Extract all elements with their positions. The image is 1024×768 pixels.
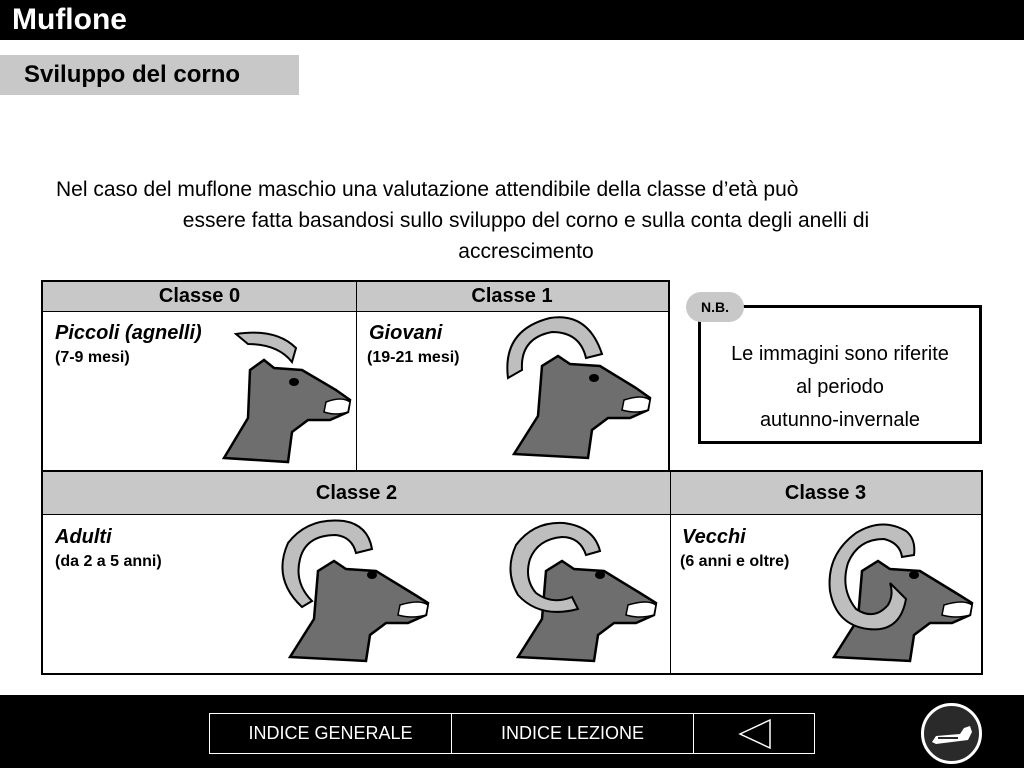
mouflon-adult-illustration-1 <box>272 515 442 670</box>
intro-line-1: Nel caso del muflone maschio una valutazione attendibile della classe d’età può <box>56 178 799 201</box>
intro-line-2: essere fatta basandosi sullo sviluppo del corno e sulla conta degli anelli di <box>182 209 870 232</box>
classe-0-title: Piccoli (agnelli) <box>55 322 202 344</box>
note-badge: N.B. <box>686 292 744 322</box>
divider <box>670 472 671 673</box>
triangle-left-icon <box>694 714 816 753</box>
header-classe-0: Classe 0 <box>43 282 356 312</box>
title-bar <box>0 0 1024 40</box>
mouflon-adult-illustration-2 <box>500 515 670 670</box>
classe-3-age: (6 anni e oltre) <box>680 553 790 570</box>
note-box <box>698 305 982 444</box>
classe-1-title: Giovani <box>369 322 443 344</box>
back-button[interactable] <box>693 713 815 754</box>
header-classe-2: Classe 2 <box>43 472 670 515</box>
section-subtitle: Sviluppo del corno <box>24 61 241 88</box>
home-logo-button[interactable] <box>921 703 982 764</box>
train-logo-icon <box>924 706 979 761</box>
classe-3-title: Vecchi <box>682 526 746 548</box>
note-line-1: Le immagini sono riferite <box>731 343 949 365</box>
header-classe-1: Classe 1 <box>356 282 668 312</box>
classe-0-age: (7-9 mesi) <box>55 349 130 366</box>
note-line-3: autunno-invernale <box>759 409 921 431</box>
index-general-button[interactable]: INDICE GENERALE <box>209 713 452 754</box>
section-subtitle-box <box>0 55 299 95</box>
classe-2-age: (da 2 a 5 anni) <box>55 553 162 570</box>
classe-1-age: (19-21 mesi) <box>367 349 460 366</box>
classe-2-title: Adulti <box>55 526 112 548</box>
header-classe-3: Classe 3 <box>670 472 981 515</box>
page-title: Muflone <box>12 3 127 36</box>
note-text <box>709 338 971 437</box>
intro-line-3: accrescimento <box>458 240 594 263</box>
index-lesson-button[interactable]: INDICE LEZIONE <box>451 713 694 754</box>
note-line-2: al periodo <box>796 376 884 398</box>
mouflon-old-illustration <box>818 515 983 670</box>
mouflon-lamb-illustration <box>218 330 358 468</box>
intro-paragraph <box>56 174 996 267</box>
mouflon-young-illustration <box>500 312 660 467</box>
